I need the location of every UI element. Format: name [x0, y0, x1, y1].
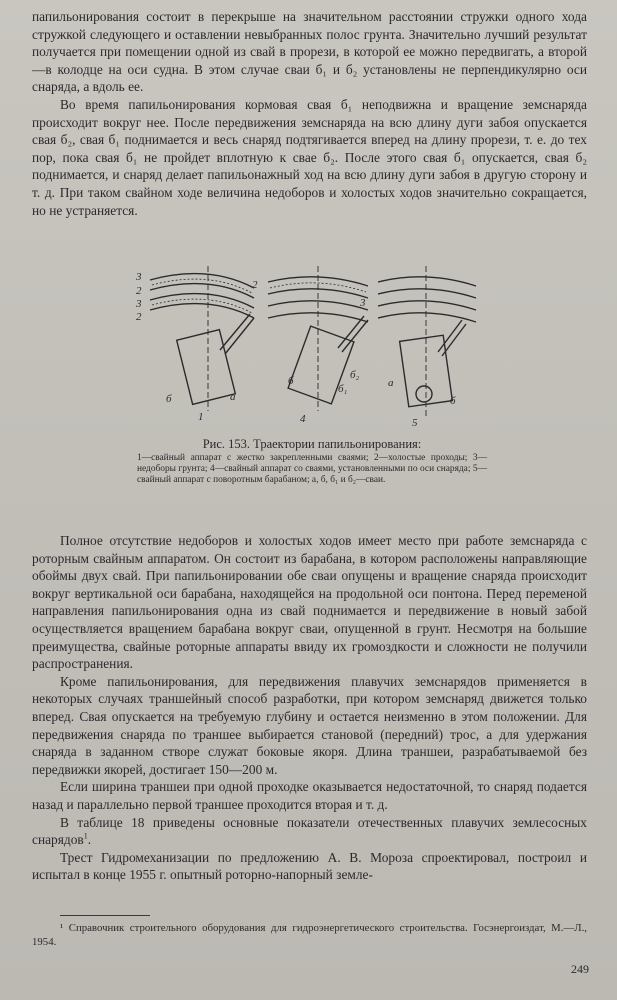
paragraph: Во время папильонирования кормовая свая б₁ неподвижна и вращение земснаряда происходит вокруг нее. После передвижения земснаряда на всю длину дуги забоя опускается свая б₂, свая б₁ поднимается и весь снаряд подтягивается вперед на длину прорези, т. е. до тех пор, пока свая б₁ не пройдет вплотную к свае б₂. После этого свая б₁ опускается, свая б₂ поднимается, и снаряд делает папильонажный ход на всю длину дуги забоя в другую сторону и т. д. При таком свайном ходе величина недоборов и холостых ходов значительно сокращается, но не устраняется. — [32, 96, 587, 218]
text-block-top — [32, 8, 587, 219]
figure-caption — [137, 438, 487, 486]
trajectory-diagram — [128, 266, 498, 434]
label: 5 — [412, 417, 418, 429]
label: б₂ — [350, 369, 360, 381]
label: а — [388, 377, 394, 389]
label: 3 — [360, 297, 366, 309]
figure-153 — [128, 266, 498, 434]
label: 3 — [136, 298, 142, 310]
paragraph-text: В таблице 18 приведены основные показатели отечественных плавучих землесосных снарядов — [32, 814, 587, 848]
caption-title: Рис. 153. Траектории папильонирования: — [202, 437, 422, 451]
label: б — [166, 393, 172, 405]
label: 3 — [136, 271, 142, 283]
footnote-text: ¹ Справочник строительного оборудования для гидроэнергетического строительства. Госэнергоиздат, М.—Л., 1954. — [32, 922, 587, 948]
footnote-divider — [60, 915, 150, 916]
label: 4 — [300, 413, 306, 425]
footnote — [32, 921, 587, 949]
paragraph: В таблице 18 приведены основные показатели отечественных плавучих землесосных снарядов$^1$. — [32, 814, 587, 848]
label: а — [230, 391, 236, 403]
paragraph: Трест Гидромеханизации по предложению А. В. Мороза спроектировал, построил и испытал в конце 1955 г. опытный роторно-напорный земле- — [32, 849, 587, 883]
label: 2 — [136, 285, 142, 297]
label: б — [288, 375, 294, 387]
footnote-mark: 1 — [83, 831, 88, 841]
label: 2 — [136, 311, 142, 323]
label: 1 — [198, 411, 204, 423]
paragraph: Полное отсутствие недоборов и холостых ходов имеет место при работе земснаряда с роторным свайным аппаратом. Он состоит из барабана, в котором расположены направляющие обоймы двух свай. При папильонировании обе сваи опущены и вращение снаряда происходит вокруг вертикальной оси барабана, находящейся на продольной оси понтона. Перед переменой направления папильонирования одна из свай поднимается и передвижение в новый забой осуществляется вращением барабана вокруг сваи, опущенной в грунт. Несмотря на большие преимущества, свайные роторные аппараты ввиду их громоздкости и сложности не получили распространения. — [32, 533, 587, 672]
label: 2 — [252, 279, 258, 291]
label: б₁ — [338, 383, 348, 395]
text-block-bottom — [32, 532, 587, 884]
page-number: 249 — [571, 962, 589, 976]
caption-legend: 1—свайный аппарат с жестко закрепленными сваями; 2—холостые проходы; 3—недоборы грунта; 4—свайный аппарат со сваями, установленными по оси снаряда; 5—свайный аппарат с поворотным барабаном; а, б, б₁ и б₂—сваи. — [137, 452, 487, 485]
paragraph: Кроме папильонирования, для передвижения плавучих земснарядов применяется в некоторых случаях траншейный способ разработки, при котором земснаряд движется только вперед. Свая опускается на требуемую глубину и остается неизменно в этом положении. Для передвижения снаряда по траншее выбирается становой (передний) трос, а для удержания снаряда в заданном створе служат боковые якоря. Длина траншеи, разрабатываемой без передвижки якорей, достигает 150—200 м. — [32, 673, 587, 777]
paragraph: папильонирования состоит в перекрыше на значительном расстоянии стружки одного хода стружкой следующего и оставлении невыбранных полос грунта. Значительно лучший результат получается при помещении одной из свай в прорези, в которой ее можно передвигать, а второй—в колодце на оси судна. В этом случае сваи б₁ и б₂ установлены не перпендикулярно оси снаряда, а вдоль ее. — [32, 9, 587, 95]
label: б — [450, 395, 456, 407]
paragraph: Если ширина траншеи при одной проходке оказывается недостаточной, то снаряд подается назад и параллельно первой траншее проходится вторая и т. д. — [32, 779, 587, 812]
